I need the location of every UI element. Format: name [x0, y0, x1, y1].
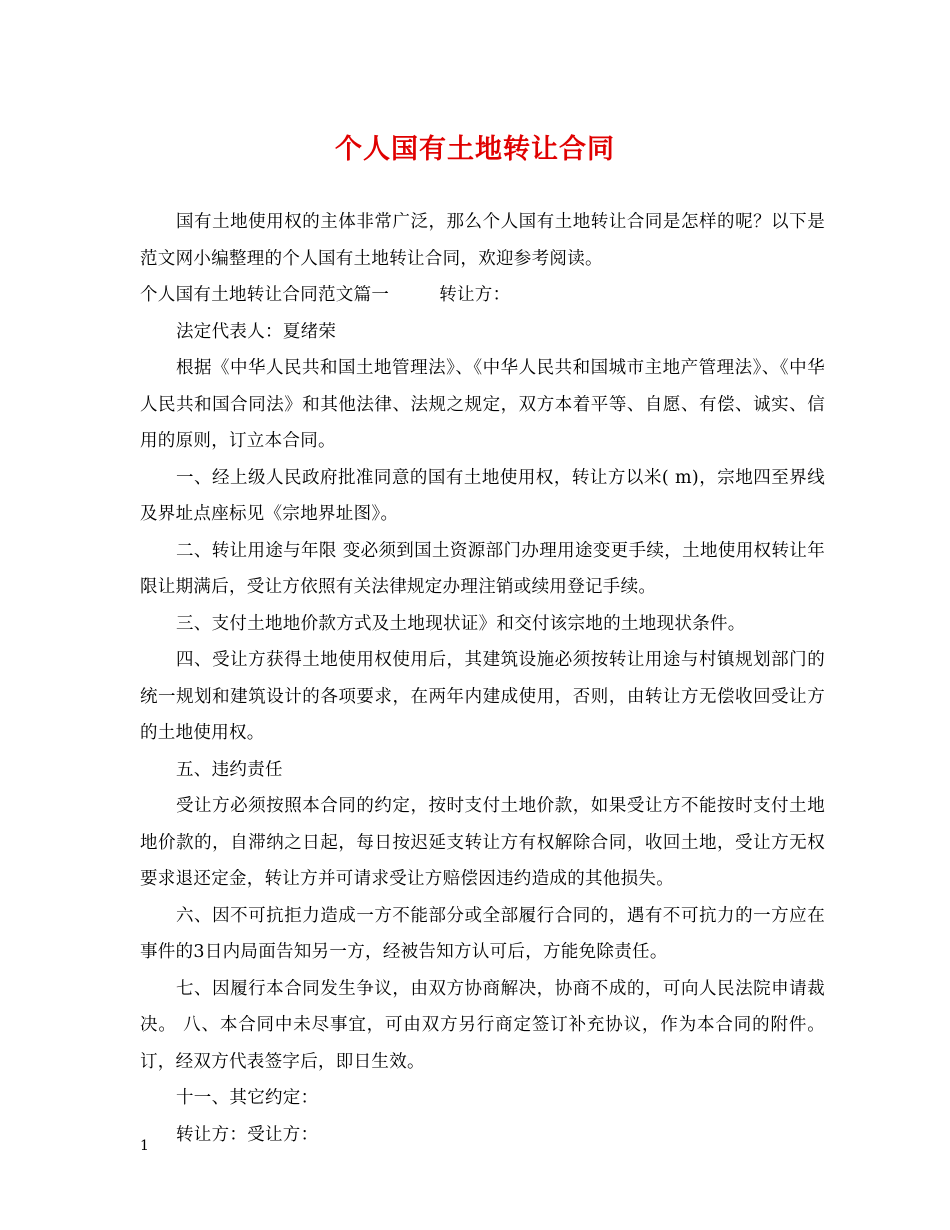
clause-4: 四、受让方获得土地使用权使用后，其建筑设施必须按转让用途与村镇规划部门的统一规划和建筑设计的各项要求，在两年内建成使用，否则，由转让方无偿收回受让方的土地使用权。 [140, 650, 825, 743]
transferor-label: 转让方： [439, 285, 511, 305]
signature-line: 转让方：受让方： [176, 1124, 319, 1145]
page-number: 1 [140, 1138, 149, 1154]
document-body [140, 204, 825, 1153]
clause-11: 十一、其它约定： [176, 1088, 319, 1108]
section-heading-line [140, 277, 825, 314]
page-title: 个人国有土地转让合同 [335, 134, 615, 165]
clause-6: 六、因不可抗拒力造成一方不能部分或全部履行合同的，遇有不可抗力的一方应在事件的3日内局面告知另一方，经被告知方认可后，方能免除责任。 [140, 905, 825, 962]
basis-paragraph: 根据《中华人民共和国土地管理法》、《中华人民共和国城市主地产管理法》、《中华人民共和国合同法》和其他法律、法规之规定，双方本着平等、自愿、有偿、诚实、信用的原则，订立本合同。 [140, 358, 825, 451]
clause-2: 二、转让用途与年限 变必须到国土资源部门办理用途变更手续，土地使用权转让年限让期满后，受让方依照有关法律规定办理注销或续用登记手续。 [140, 540, 825, 597]
intro-paragraph: 国有土地使用权的主体非常广泛，那么个人国有土地转让合同是怎样的呢？以下是范文网小编整理的个人国有土地转让合同，欢迎参考阅读。 [140, 212, 825, 269]
clause-7: 七、因履行本合同发生争议，由双方协商解决，协商不成的，可向人民法院申请裁决。 八、本合同中未尽事宜，可由双方另行商定签订补充协议，作为本合同的附件。订，经双方代表签字后，即日生效。 [140, 978, 825, 1072]
clause-5-heading: 五、违约责任 [176, 759, 283, 780]
clause-3: 三、支付土地地价款方式及土地现状证》和交付该宗地的土地现状条件。 [176, 613, 746, 634]
clause-5-body: 受让方必须按照本合同的约定，按时支付土地价款，如果受让方不能按时支付土地地价款的，自滞纳之日起，每日按迟延支转让方有权解除合同，收回土地，受让方无权要求退还定金，转让方并可请求受让方赔偿因违约造成的其他损失。 [140, 796, 825, 889]
section-heading: 个人国有土地转让合同范文篇一 [140, 285, 390, 305]
legal-representative: 法定代表人：夏绪荣 [176, 321, 337, 342]
clause-1: 一、经上级人民政府批准同意的国有土地使用权，转让方以米( m)，宗地四至界线及界址点座标见《宗地界址图》。 [140, 467, 825, 524]
